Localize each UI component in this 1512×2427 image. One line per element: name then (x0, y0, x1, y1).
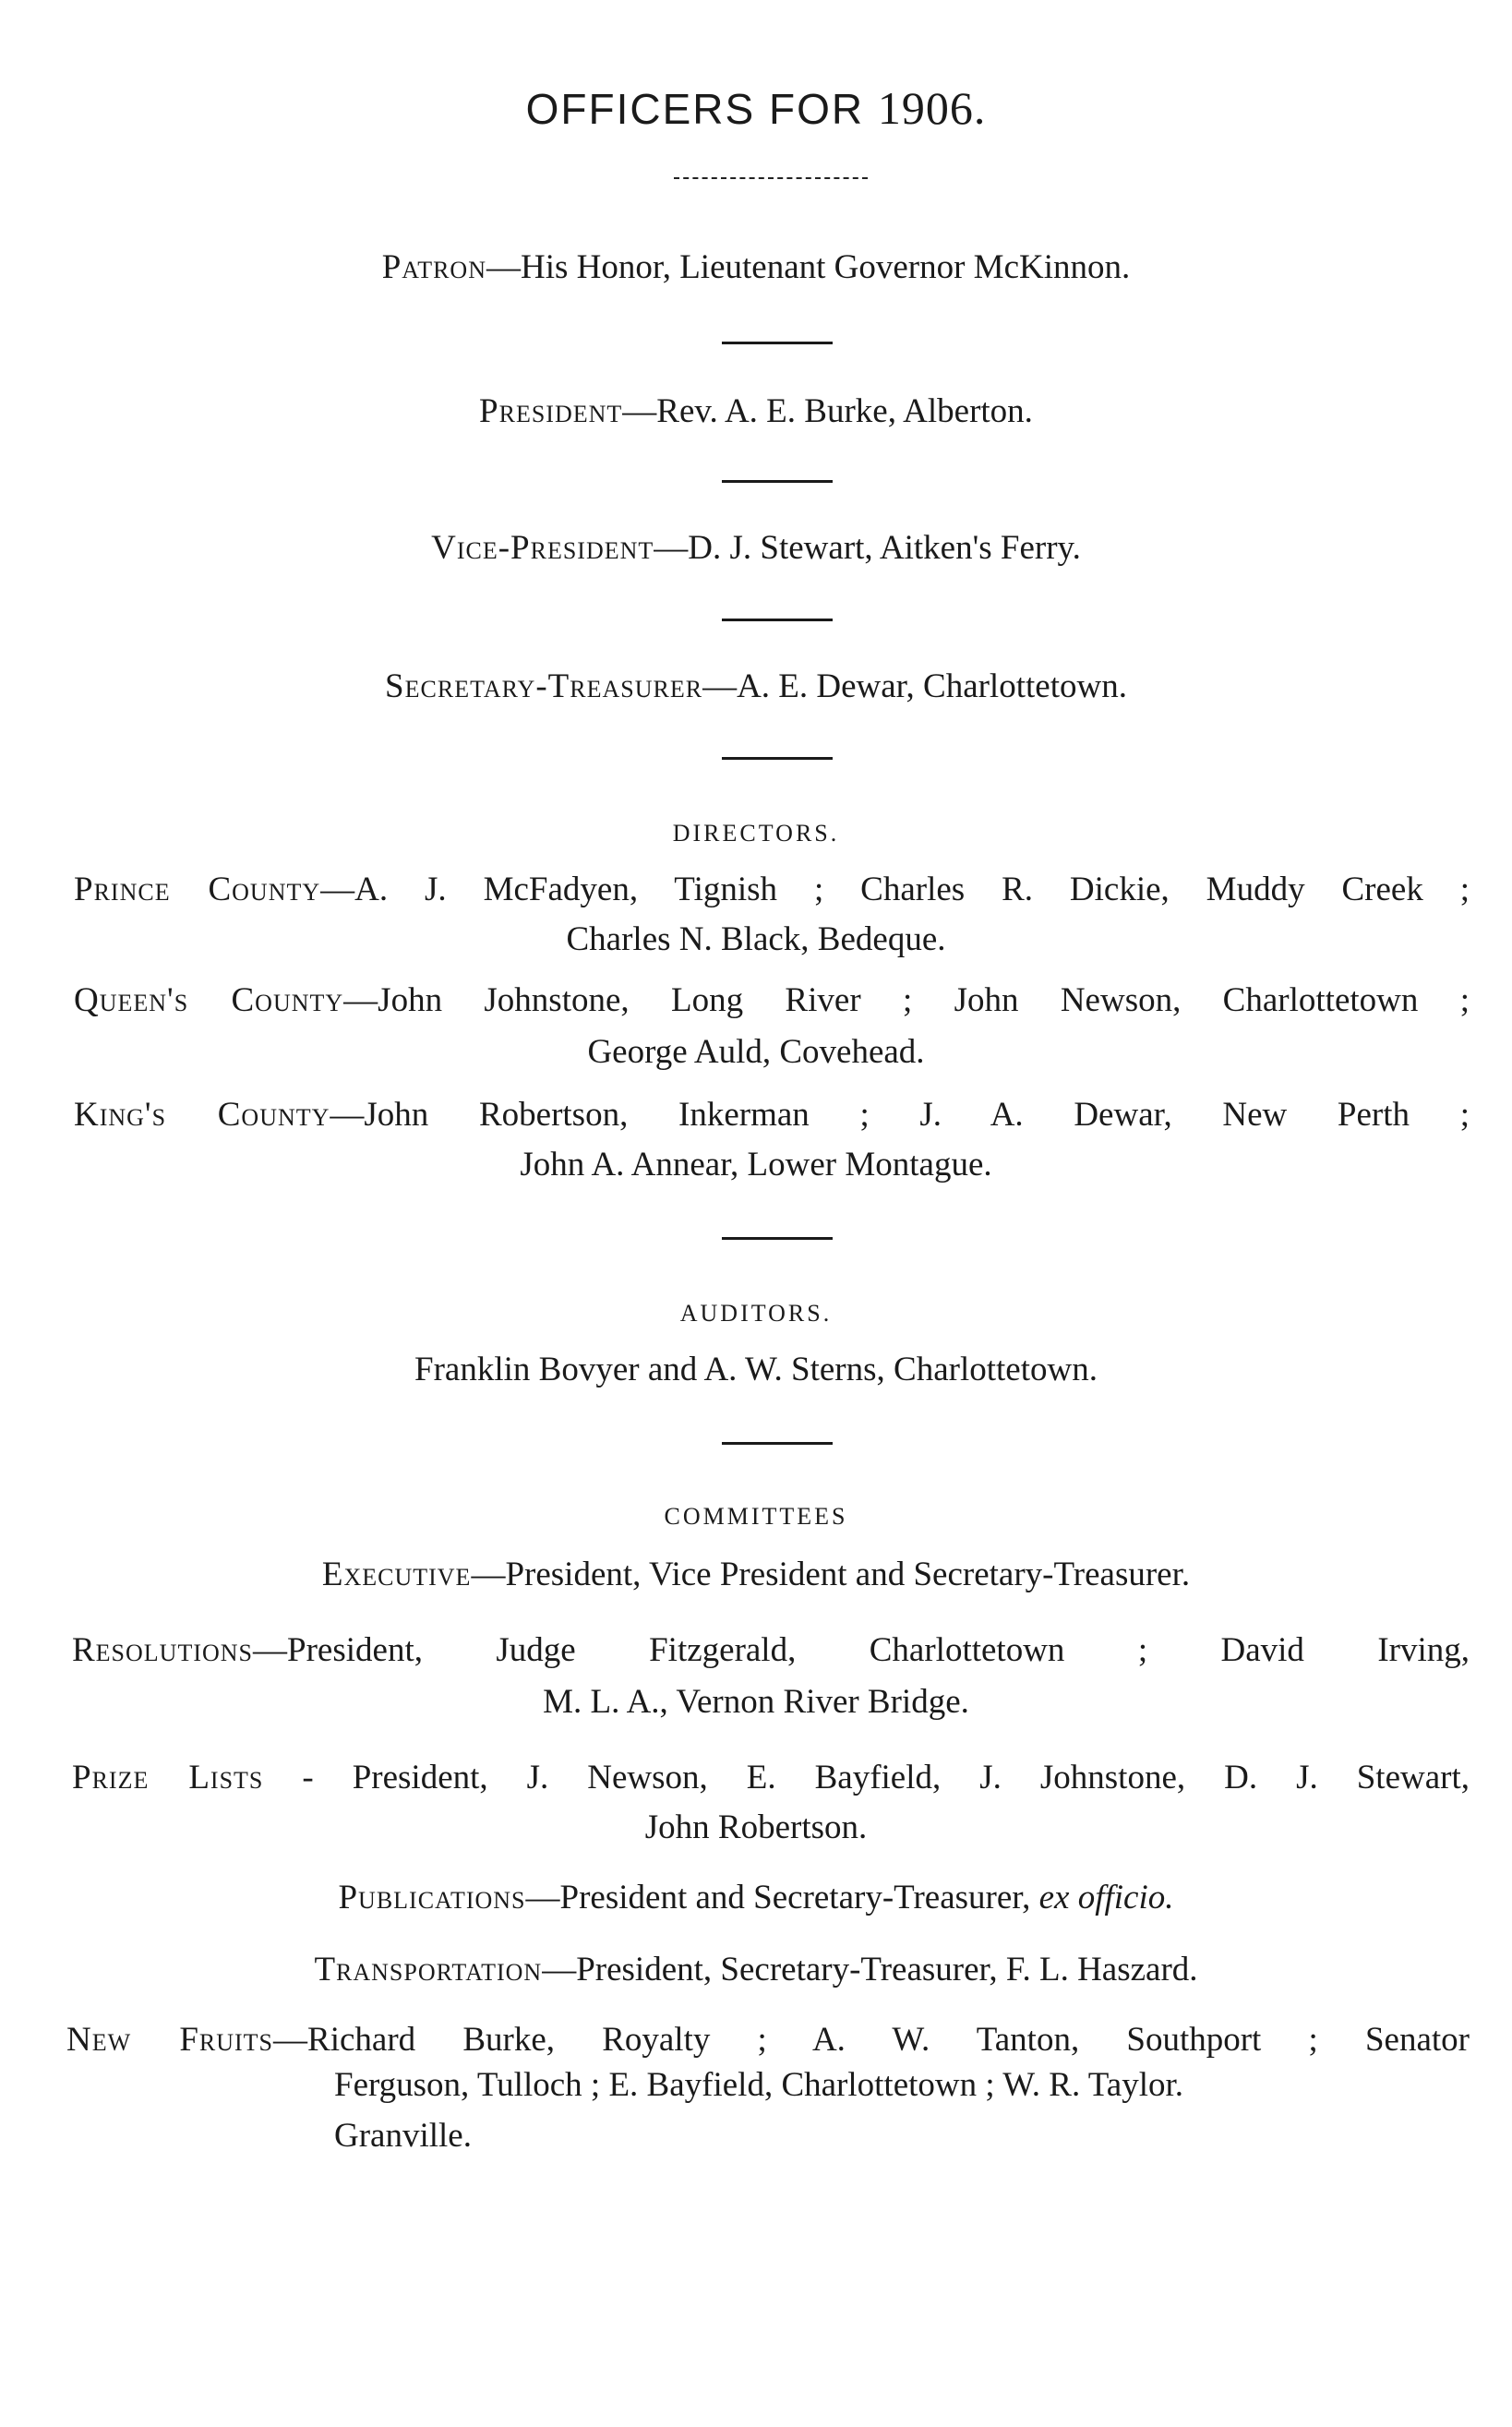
divider (722, 757, 833, 760)
committee-text: —President, Vice President and Secretary-Treasurer. (471, 1556, 1191, 1593)
committee-resolutions (72, 1630, 1470, 1670)
new-fruits-line: Ferguson, Tulloch ; E. Bayfield, Charlottetown ; W. R. Taylor. (334, 2066, 1184, 2104)
page-title (0, 81, 1512, 135)
committee-text: —Richard Burke, Royalty ; A. W. Tanton, Southport ; Senator (273, 2021, 1470, 2059)
title-text: OFFICERS FOR (525, 85, 878, 133)
committee-label: Resolutions (72, 1631, 254, 1669)
patron-line (0, 247, 1512, 287)
committee-italic-text: ex officio. (1038, 1879, 1174, 1916)
committee-label: New Fruits (66, 2021, 274, 2059)
director-entry-queens-cont: George Auld, Covehead. (587, 1033, 925, 1071)
patron-label: Patron (381, 248, 486, 286)
director-label: Prince County (74, 871, 321, 908)
committee-text: —President, Secretary-Treasurer, F. L. Haszard. (542, 1951, 1198, 1988)
president-text: —Rev. A. E. Burke, Alberton. (622, 392, 1033, 430)
director-text: —A. J. McFadyen, Tignish ; Charles R. Dickie, Muddy Creek ; (320, 871, 1470, 908)
secretary-treasurer-label: Secretary-Treasurer (385, 667, 703, 705)
director-entry-kings-cont: John A. Annear, Lower Montague. (520, 1146, 992, 1183)
director-entry-prince-cont: Charles N. Black, Bedeque. (566, 920, 946, 958)
secretary-treasurer-text: —A. E. Dewar, Charlottetown. (702, 667, 1127, 705)
committee-new-fruits (66, 2020, 1470, 2161)
divider (722, 342, 833, 344)
director-text: —John Johnstone, Long River ; John Newson, Charlottetown ; (343, 981, 1470, 1019)
title-year: 1906. (877, 82, 987, 134)
committee-publications (0, 1878, 1512, 1917)
committee-resolutions-cont: M. L. A., Vernon River Bridge. (543, 1683, 969, 1721)
title-divider (674, 177, 868, 179)
directors-heading: DIRECTORS. (672, 820, 840, 847)
committee-text: - President, J. Newson, E. Bayfield, J. Johnstone, D. J. Stewart, (263, 1759, 1470, 1796)
divider (722, 1237, 833, 1240)
vice-president-text: —D. J. Stewart, Aitken's Ferry. (654, 529, 1081, 567)
committee-prize-lists (72, 1758, 1470, 1797)
committee-prize-lists-cont: John Robertson. (644, 1808, 868, 1846)
committee-text: —President, Judge Fitzgerald, Charlottetown ; David Irving, (253, 1631, 1470, 1669)
committee-label: Executive (321, 1556, 472, 1593)
committees-heading: COMMITTEES (664, 1503, 848, 1530)
director-entry-queens (74, 980, 1470, 1020)
divider (722, 480, 833, 483)
president-line (0, 391, 1512, 431)
vice-president-label: Vice-President (431, 529, 654, 567)
divider (722, 619, 833, 621)
director-label: Queen's County (74, 981, 344, 1019)
auditors-heading: AUDITORS. (679, 1300, 833, 1327)
director-entry-prince (74, 870, 1470, 909)
new-fruits-line (66, 2020, 1470, 2060)
committee-transportation (0, 1950, 1512, 1989)
committee-label: Publications (338, 1879, 526, 1916)
divider (722, 1442, 833, 1445)
new-fruits-cont (66, 2060, 1470, 2161)
new-fruits-line: Granville. (334, 2117, 472, 2155)
director-label: King's County (74, 1096, 330, 1134)
committee-label: Transportation (314, 1951, 543, 1988)
vice-president-line (0, 528, 1512, 568)
president-label: President (479, 392, 623, 430)
committee-executive (0, 1555, 1512, 1594)
committee-text: —President and Secretary-Treasurer, (525, 1879, 1039, 1916)
secretary-treasurer-line (0, 667, 1512, 706)
director-entry-kings (74, 1095, 1470, 1135)
director-text: —John Robertson, Inkerman ; J. A. Dewar, New Perth ; (330, 1096, 1470, 1134)
committee-label: Prize Lists (72, 1759, 264, 1796)
patron-text: —His Honor, Lieutenant Governor McKinnon. (486, 248, 1131, 286)
auditors-text: Franklin Bovyer and A. W. Sterns, Charlottetown. (414, 1351, 1098, 1388)
